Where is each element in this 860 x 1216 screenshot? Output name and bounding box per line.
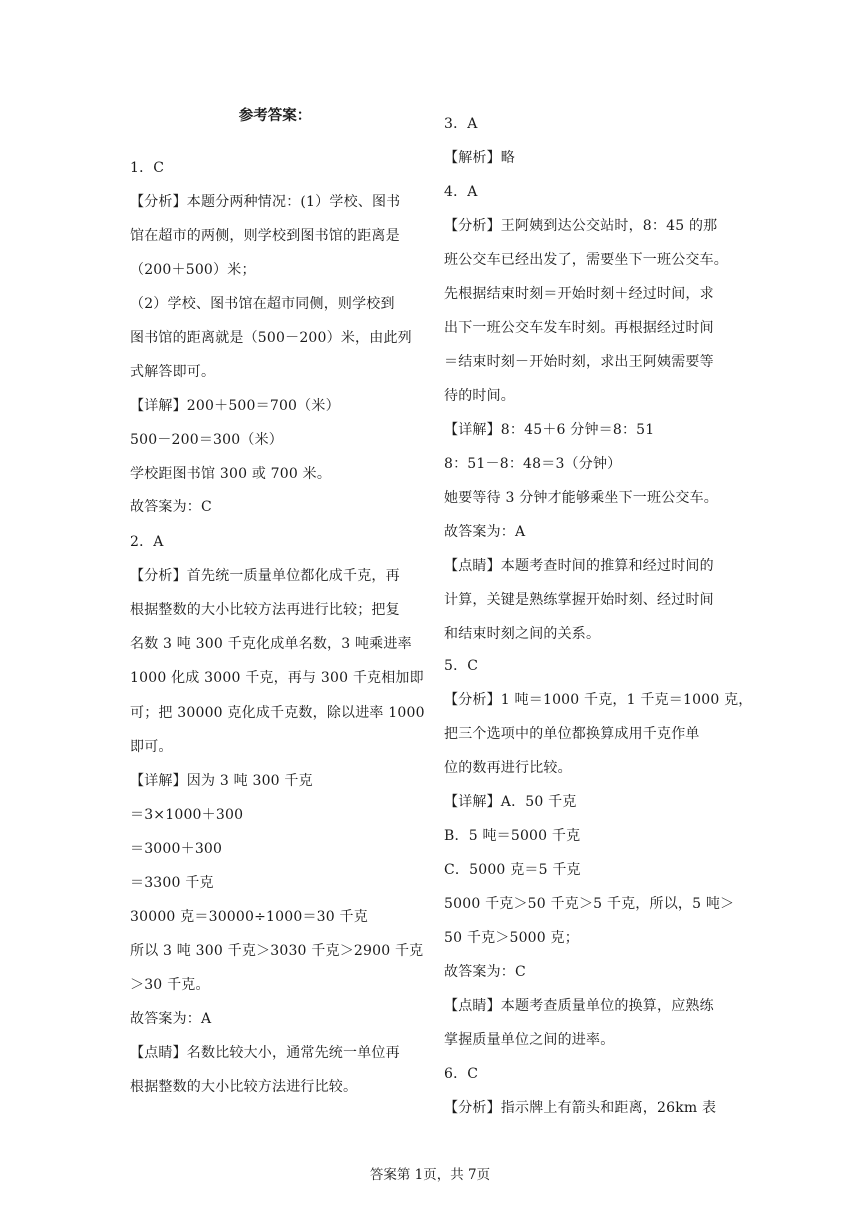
- left-answer-line: 【点睛】名数比较大小，通常先统一单位再: [130, 1045, 400, 1061]
- left-answer-line: 所以 3 吨 300 千克＞3030 千克＞2900 千克: [130, 943, 424, 959]
- left-answer-line: 1．C: [130, 160, 165, 176]
- left-answer-line: 【分析】本题分两种情况：(1）学校、图书: [130, 194, 401, 210]
- left-answer-line: 【详解】200＋500＝700（米）: [130, 398, 340, 414]
- right-answer-line: 【分析】1 吨＝1000 千克，1 千克＝1000 克，: [444, 692, 753, 708]
- left-answer-line: 式解答即可。: [130, 364, 216, 380]
- right-answer-line: C．5000 克＝5 千克: [444, 862, 581, 878]
- page-title: 参考答案：: [238, 107, 312, 124]
- right-answer-line: 位的数再进行比较。: [444, 760, 572, 776]
- right-answer-line: 她要等待 3 分钟才能够乘坐下一班公交车。: [444, 490, 719, 506]
- page-footer: 答案第 1页，共 7页: [369, 1167, 491, 1183]
- left-answer-line: 图书馆的距离就是（500－200）米，由此列: [130, 330, 412, 346]
- left-answer-line: 【详解】因为 3 吨 300 千克: [130, 773, 313, 789]
- left-answer-line: 1000 化成 3000 千克，再与 300 千克相加即: [130, 670, 424, 686]
- left-answer-line: ＝3000＋300: [130, 841, 223, 857]
- right-answer-line: 故答案为：A: [444, 524, 526, 540]
- left-answer-line: ＝3×1000＋300: [130, 807, 244, 823]
- right-answer-line: 【分析】王阿姨到达公交站时，8：45 的那: [444, 218, 718, 234]
- right-answer-line: 把三个选项中的单位都换算成用千克作单: [444, 726, 700, 742]
- right-answer-line: 待的时间。: [444, 388, 515, 404]
- right-answer-line: 班公交车已经出发了，需要坐下一班公交车。: [444, 252, 728, 268]
- left-answer-line: 学校距图书馆 300 或 700 米。: [130, 466, 332, 482]
- right-answer-line: 【解析】略: [444, 150, 515, 166]
- left-answer-line: 30000 克＝30000÷1000＝30 千克: [130, 909, 368, 925]
- right-answer-line: 【分析】指示牌上有箭头和距离，26km 表: [444, 1100, 717, 1116]
- right-answer-line: 6．C: [444, 1066, 479, 1082]
- left-answer-line: 馆在超市的两侧，则学校到图书馆的距离是: [130, 228, 400, 244]
- right-answer-line: 50 千克＞5000 克；: [444, 930, 579, 946]
- left-answer-line: 【分析】首先统一质量单位都化成千克，再: [130, 568, 400, 584]
- left-answer-line: 可；把 30000 克化成千克数，除以进率 1000: [130, 705, 425, 721]
- left-answer-line: 名数 3 吨 300 千克化成单名数，3 吨乘进率: [130, 636, 412, 652]
- left-answer-line: 故答案为：A: [130, 1011, 212, 1027]
- right-answer-line: 出下一班公交车发车时刻。再根据经过时间: [444, 320, 714, 336]
- left-answer-line: 即可。: [130, 739, 173, 755]
- right-answer-line: 计算，关键是熟练掌握开始时刻、经过时间: [444, 592, 714, 608]
- right-answer-line: 【详解】A．50 千克: [444, 794, 577, 810]
- left-answer-line: 根据整数的大小比较方法进行比较。: [130, 1079, 358, 1095]
- left-answer-line: 故答案为：C: [130, 499, 212, 515]
- left-answer-line: 500－200＝300（米）: [130, 432, 283, 448]
- left-answer-line: 2．A: [130, 534, 164, 550]
- left-answer-line: （200＋500）米；: [130, 262, 256, 278]
- right-answer-line: 5．C: [444, 658, 479, 674]
- left-answer-line: ＝3300 千克: [130, 875, 214, 891]
- right-answer-line: 掌握质量单位之间的进率。: [444, 1032, 615, 1048]
- right-answer-line: 故答案为：C: [444, 964, 526, 980]
- right-answer-line: B．5 吨＝5000 千克: [444, 828, 581, 844]
- right-answer-line: 先根据结束时刻＝开始时刻＋经过时间，求: [444, 286, 714, 302]
- right-answer-line: 和结束时刻之间的关系。: [444, 626, 601, 642]
- right-answer-line: 3．A: [444, 116, 478, 132]
- left-answer-line: 根据整数的大小比较方法再进行比较；把复: [130, 602, 400, 618]
- right-answer-line: 5000 千克＞50 千克＞5 千克，所以，5 吨＞: [444, 896, 735, 912]
- right-answer-line: 8：51－8：48＝3（分钟）: [444, 456, 622, 472]
- right-answer-line: ＝结束时刻－开始时刻，求出王阿姨需要等: [444, 354, 714, 370]
- right-answer-line: 【点睛】本题考查质量单位的换算，应熟练: [444, 998, 714, 1014]
- left-answer-line: ＞30 千克。: [130, 977, 210, 993]
- left-answer-line: （2）学校、图书馆在超市同侧，则学校到: [130, 296, 395, 312]
- right-answer-line: 【详解】8：45＋6 分钟＝8：51: [444, 422, 655, 438]
- right-answer-line: 【点睛】本题考查时间的推算和经过时间的: [444, 558, 714, 574]
- right-answer-line: 4．A: [444, 184, 478, 200]
